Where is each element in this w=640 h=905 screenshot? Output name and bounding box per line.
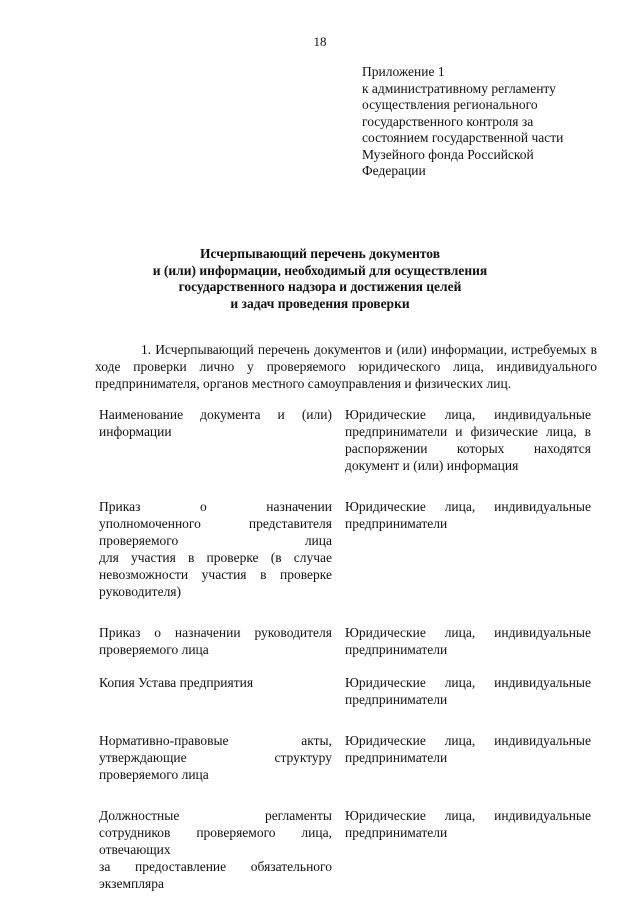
annex-line: Музейного фонда Российской — [362, 146, 534, 162]
table-row — [99, 624, 591, 658]
cell-line: руководителя) — [99, 584, 182, 599]
cell-line: Юридические лица, индивидуальные — [345, 675, 591, 690]
intro-text: 1. Исчерпывающий перечень документов и (или) информации, истребуемых в ходе проверки лично у проверяемого юридического лица, индивидуального предпринимателя, органов местного самоуправления и физических лиц. — [95, 342, 597, 391]
cell-line: Копия Устава предприятия — [99, 675, 254, 690]
title-line: государственного надзора и достижения целей — [178, 279, 462, 294]
title-line: Исчерпывающий перечень документов — [199, 246, 441, 261]
cell-line: Приказ о назначении руководителя — [99, 625, 332, 640]
cell-line: проверяемого лица — [99, 767, 209, 782]
document-name-cell — [99, 807, 332, 892]
cell-line: Нормативно-правовые акты, — [99, 733, 332, 748]
document-name-cell — [99, 674, 332, 708]
table-row — [99, 406, 591, 474]
annex-line: к административному регламенту — [362, 80, 556, 96]
cell-line: уполномоченного представителя — [99, 516, 332, 531]
document-name-cell — [99, 732, 332, 783]
cell-line: предприниматели — [345, 825, 448, 840]
page-number: 18 — [313, 34, 327, 49]
annex-block — [362, 64, 612, 180]
title-line: и (или) информации, необходимый для осуществления — [152, 262, 488, 278]
cell-line: предприниматели — [345, 642, 448, 657]
holder-cell — [345, 406, 591, 474]
table-row — [99, 732, 591, 783]
cell-line: Приказ о назначении — [99, 499, 332, 514]
cell-line: невозможности участия в проверке — [99, 567, 332, 582]
cell-line: Должностные регламенты — [99, 808, 332, 823]
cell-line: информации — [99, 424, 172, 439]
holder-cell — [345, 624, 591, 658]
cell-line: отвечающих — [99, 842, 171, 857]
cell-line: утверждающие структуру — [99, 750, 332, 765]
intro-paragraph — [95, 341, 597, 392]
document-name-cell — [99, 498, 332, 600]
table-row — [99, 674, 591, 708]
annex-line: Приложение 1 — [362, 64, 445, 79]
cell-line: предприниматели и физические лица, в — [345, 424, 591, 439]
annex-line: Федерации — [362, 163, 426, 178]
cell-line: предприниматели — [345, 692, 448, 707]
holder-cell — [345, 674, 591, 708]
table-row — [99, 498, 591, 600]
annex-line: осуществления регионального — [362, 97, 538, 112]
cell-line: документ и (или) информация — [345, 458, 519, 473]
cell-line: Юридические лица, индивидуальные — [345, 499, 591, 514]
cell-line: Юридические лица, индивидуальные — [345, 733, 591, 748]
annex-line: состоянием государственной части — [362, 130, 564, 145]
holder-cell — [345, 498, 591, 600]
document-title — [0, 246, 640, 312]
cell-line: экземпляра — [99, 876, 164, 891]
cell-line: для участия в проверке (в случае — [99, 550, 332, 565]
document-list-table — [99, 406, 591, 892]
cell-line: предприниматели — [345, 750, 448, 765]
holder-cell — [345, 807, 591, 892]
cell-line: Юридические лица, индивидуальные — [345, 808, 591, 823]
cell-line: Наименование документа и (или) — [99, 407, 332, 422]
cell-line: предприниматели — [345, 516, 448, 531]
cell-line: Юридические лица, индивидуальные — [345, 625, 591, 640]
document-name-cell — [99, 624, 332, 658]
cell-line: проверяемого лица — [99, 642, 209, 657]
cell-line: сотрудников проверяемого лица, — [99, 825, 332, 840]
table-row — [99, 807, 591, 892]
cell-line: за предоставление обязательного — [99, 859, 332, 874]
cell-line: проверяемого лица — [99, 533, 332, 548]
cell-line: распоряжении которых находятся — [345, 441, 591, 456]
annex-line: государственного контроля за — [362, 113, 534, 129]
document-name-cell — [99, 406, 332, 474]
holder-cell — [345, 732, 591, 783]
title-line: и задач проведения проверки — [230, 295, 410, 311]
cell-line: Юридические лица, индивидуальные — [345, 407, 591, 422]
